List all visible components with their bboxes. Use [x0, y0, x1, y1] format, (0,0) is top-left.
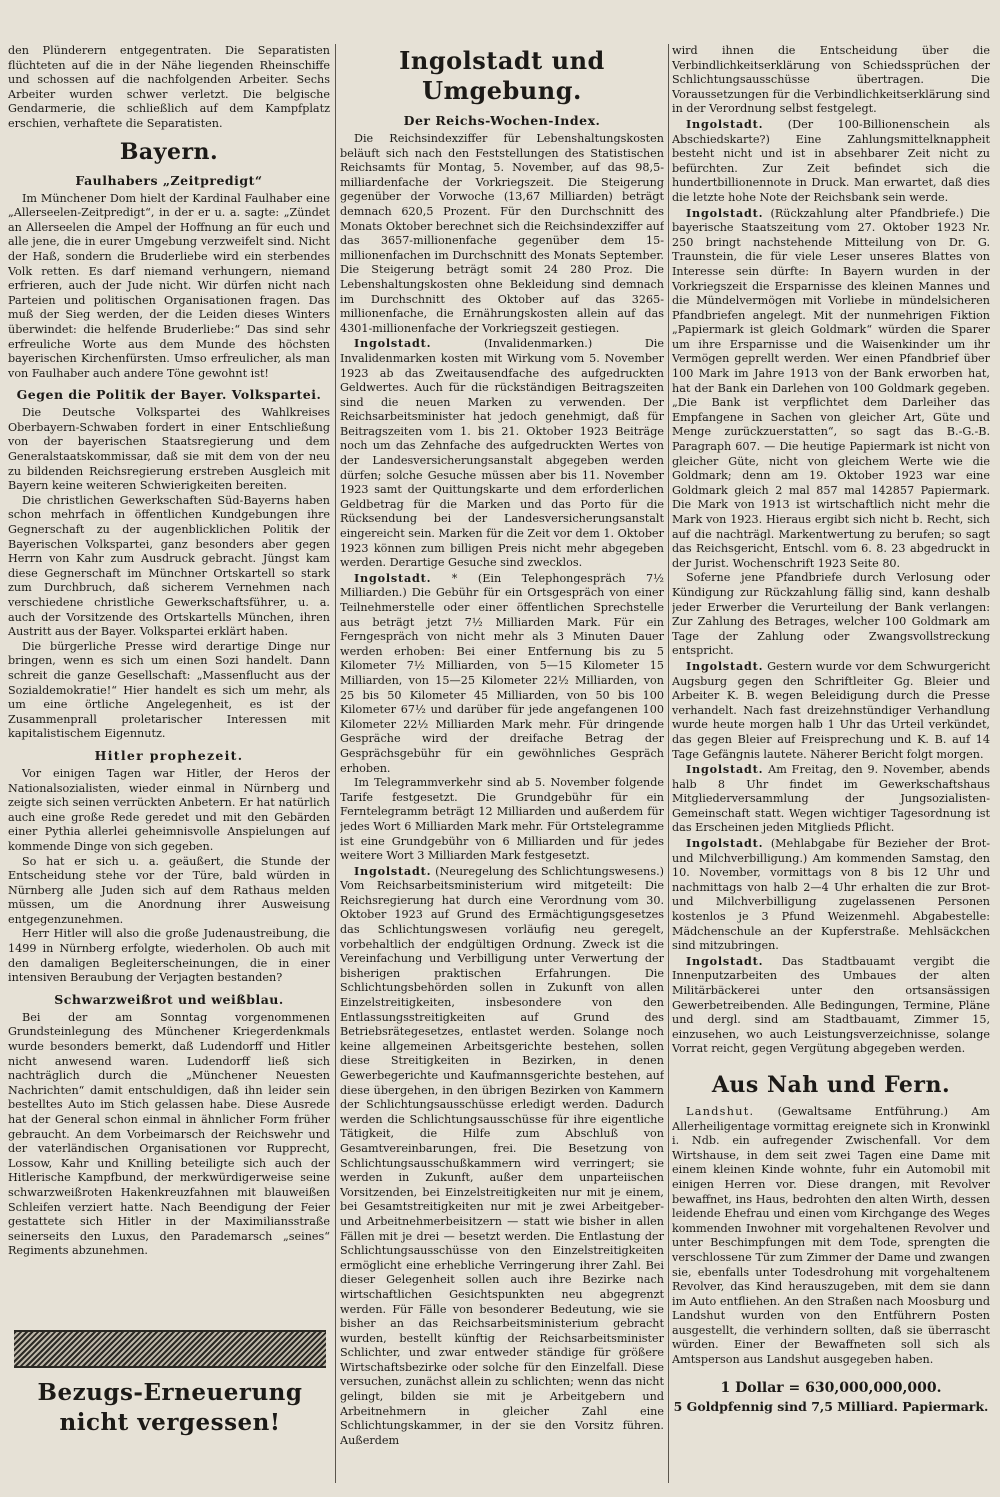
column-rule — [668, 44, 669, 1483]
subscription-reminder — [14, 1330, 326, 1480]
dateline: Ingolstadt. — [686, 762, 764, 777]
intro-paragraph: den Plünderern entgegentraten. Die Separatisten flüchteten auf die in der Nähe liegenden Rheinschiffe und schossen auf die nachfolgenden Arbeiter. Sechs Arbeiter wurden schwer verletzt. Die belgische Gendarmerie, die schließlich auf dem Kampfplatz erschien, verhaftete die Separatisten. — [8, 44, 330, 130]
article-text: Gestern wurde vor dem Schwurgericht Augsburg gegen den Schriftleiter Gg. Bleier und Arbeiter K. B. wegen Beleidigung durch die Presse verhandelt. Nach fast dreizehnstündiger Verhandlung wurde heute morgen halb 1 Uhr das Urteil verkündet, das gegen Bleier auf Freisprechung und K. B. auf 14 Tage Gefängnis lautete. Näherer Bericht folgt morgen. — [672, 659, 990, 761]
article-text: (Invalidenmarken.) Die Invalidenmarken kosten mit Wirkung vom 5. November 1923 ab das Zweitausendfache des aufgedruckten Geldwertes. Auch für die rückständigen Beitragszeiten sind die neuen Marken zu verwenden. Der Reichsarbeitsminister hat jedoch genehmigt, daß für Beitragszeiten vom 1. bis 21. Oktober 1923 Beiträge noch um das Zehnfache des aufgedruckten Wertes von der Landesversicherungsanstalt abgegeben werden dürfen; solche Gesuche müssen aber bis 11. November 1923 samt der Quittungskarte und dem erforderlichen Geldbetrag für die Marken und das Porto für die Rücksendung bei der Landesversicherungsanstalt eingereicht sein. Marken für die Zeit vor dem 1. Oktober 1923 können zum billigen Preis nicht mehr abgegeben werden. Derartige Gesuche sind zwecklos. — [340, 337, 664, 570]
article-text: Am Freitag, den 9. November, abends halb 8 Uhr findet im Gewerkschaftshaus Mitgliederversammlung der Jungsozialisten-Gemeinschaft statt. Wegen wichtiger Tagesordnung ist das Erscheinen jeden Mitglieds Pflicht. — [672, 763, 990, 835]
headline-schwarzweissrot: Schwarzweißrot und weißblau. — [54, 991, 284, 1007]
dateline: Ingolstadt. — [686, 953, 764, 968]
article-text: (Rückzahlung alter Pfandbriefe.) Die bayerische Staatszeitung vom 27. Oktober 1923 Nr. 250 bringt nachstehende Mitteilung von Dr. G. Traunstein, die für viele Leser unseres Blattes von Interesse sein dürfte: In Bayern wurden in der Vorkriegszeit die Ersparnisse des kleinen Mannes und die Mündelvermögen mit Vorliebe in mündelsicheren Pfandbriefen angelegt. Mit der nunmehrigen Fiktion „Papiermark ist gleich Goldmark“ würden die Sparer um ihre Ersparnisse und die Waisenkinder um ihr Vermögen geprellt werden. Wer einen Pfandbrief über 100 Mark im Jahre 1913 von der Bank erworben hat, hat der Bank ein Darlehen von 100 Goldmark gegeben. „Die Bank ist verpflichtet dem Darleiher das Empfangene in Sachen von gleicher Art, Güte und Menge zurückzuerstatten“, so sagt das B.-G.-B. Paragraph 607. — Die heutige Papiermark ist nicht von gleicher Güte, nicht von gleichem Werte wie die Goldmark; denn am 19. Oktober 1923 war eine Goldmark gleich 2 mal 857 mal 142857 Papiermark. Die Mark von 1913 ist wirtschaftlich nicht mehr die Mark von 1923. Hieraus ergibt sich nicht b. Recht, sich auf die nachträgl. Markentwertung zu berufen; so sagt das Reichsgericht, Entschl. vom 6. 8. 23 abgedruckt in der Jurist. Wochenschrift 1923 Seite 80. — [672, 206, 990, 570]
goldpfennig-rate: 5 Goldpfennig sind 7,5 Milliard. Papiermark. — [673, 1398, 989, 1414]
article-versammlung — [672, 762, 990, 836]
article-schwarzweissrot: Bei der am Sonntag vorgenommenen Grundsteinlegung des Münchener Kriegerdenkmals wurde besonders bemerkt, daß Ludendorff und Hitler nicht anwesend waren. Ludendorff ließ sich nachträglich durch die „Münchener Neuesten Nachrichten“ damit entschuldigen, daß ihn leider sein bestelltes Auto im Stich gelassen habe. Diese Ausrede hat der General schon einmal in ähnlicher Form früher gebraucht. An dem Vorbeimarsch der Reichswehr und der vaterländischen Organisationen vor Rupprecht, Lossow, Kahr und Knilling beteiligte sich auch der Hitlerische Kampfbund, der merkwürdigerweise seine schwarzweißroten Hakenkreuzfahnen mit blauweißen Schleifen verziert hatte. Nach Beendigung der Feier gestattete sich Hitler in der Maximiliansstraße seinerseits den Luxus, den Parademarsch „seines“ Regiments abzunehmen. — [8, 1010, 330, 1258]
article-schlichtung — [340, 864, 664, 1449]
article-telephon — [340, 571, 664, 776]
dateline: Ingolstadt. — [354, 336, 432, 351]
article-text: Das Stadtbauamt vergibt die Innenputzarbeiten des Umbaues der alten Militärbäckerei unter den ortsansässigen Gewerbetreibenden. Alle Bedingungen, Termine, Pläne und dergl. sind am Stadtbauamt, Zimmer 15, einzusehen, wo auch Leistungsverzeichnisse, solange Vorrat reicht, gegen Vergütung abgegeben werden. — [672, 954, 990, 1056]
dateline: Ingolstadt. — [354, 863, 432, 878]
promo-line-1: Bezugs-Erneuerung — [37, 1379, 303, 1406]
article-politik-p2: Die christlichen Gewerkschaften Süd-Bayerns haben schon mehrfach in öffentlichen Kundgebungen ihre Gegnerschaft zu der augenblicklichen Politik der Bayerischen Volkspartei, ganz besonders aber gegen Herrn von Kahr zum Ausdruck gebracht. Jüngst kam diese Gegnerschaft im Münchner Ortskartell so stark zum Durchbruch, daß sicherem Vernehmen nach verschiedene christliche Gewerkschaftsführer, u. a. auch der Vorsitzende des Ortskartells München, ihren Austritt aus der Bayer. Volkspartei erklärt haben. — [8, 493, 330, 639]
article-text: (Mehlabgabe für Bezieher der Brot- und Milchverbilligung.) Am kommenden Samstag, den 10. November, vormittags von 8 bis 12 Uhr und nachmittags von halb 2—4 Uhr erhalten die zur Brot- und Milchverbilligung zugelassenen Personen kostenlos je 3 Pfund Weizenmehl. Abgabestelle: Mädchenschule an der Kupferstraße. Mehlsäckchen sind mitzubringen. — [672, 837, 990, 953]
article-index: Die Reichsindexziffer für Lebenshaltungskosten beläuft sich nach den Feststellungen des Statistischen Reichsamts für Montag, 5. November, auf das 98,5-milliardenfache der Vorkriegszeit. Die Steigerung gegenüber der Vorwoche (13,67 Milliarden) beträgt demnach 620,5 Prozent. Für den Durchschnitt des Monats Oktober berechnet sich die Reichsindexziffer auf das 3657-millionenfache gegenüber dem 15-millionenfachen im Durchschnitt des Monats September. Die Steigerung beträgt somit 24 280 Proz. Die Lebenshaltungskosten ohne Bekleidung sind demnach im Durchschnitt des Oktober auf das 3265-millionenfache, die Ernährungskosten allein auf das 4301-millionenfache der Vorkriegszeit gestiegen. — [340, 132, 664, 335]
article-politik-p1: Die Deutsche Volkspartei des Wahlkreises Oberbayern-Schwaben fordert in einer Entschließung von der bayerischen Staatsregierung und dem Generalstaatskommissar, daß sie mit dem von der neu zu bildenden Reichsregierung erstreben Ausgleich mit Bayern keine weiteren Schwierigkeiten bereiten. — [8, 406, 330, 493]
dateline: Ingolstadt. — [354, 570, 432, 585]
decorative-stripes — [14, 1330, 326, 1368]
headline-faulhaber: Faulhabers „Zeitpredigt“ — [75, 172, 263, 188]
column-rule — [335, 44, 336, 1483]
article-landshut — [672, 1105, 990, 1368]
article-telegramm: Im Telegrammverkehr sind ab 5. November folgende Tarife festgesetzt. Die Grundgebühr für ein Ferntelegramm beträgt 12 Milliarden und außerdem für jedes Wort 6 Milliarden Mark mehr. Für Ortstelegramme ist eine Grundgebühr von 6 Milliarden und für jedes weitere Wort 3 Milliarden Mark festgesetzt. — [340, 776, 664, 863]
section-title-ingolstadt: Ingolstadt und Umgebung. — [399, 46, 605, 105]
dateline: Ingolstadt. — [686, 836, 764, 851]
article-schwurgericht — [672, 659, 990, 762]
headline-hitler: Hitler prophezeit. — [94, 747, 244, 763]
headline-index: Der Reichs-Wochen-Index. — [403, 113, 601, 128]
article-pfandbriefe — [672, 206, 990, 572]
dateline: Ingolstadt. — [686, 116, 764, 131]
article-text: * (Ein Telephongespräch 7½ Milliarden.) Die Gebühr für ein Ortsgespräch von einer Teilnehmerstelle oder einer öffentlichen Sprechstelle aus beträgt jetzt 7½ Milliarden Mark. Für ein Ferngespräch von nicht mehr als 3 Minuten Dauer werden erhoben: Bei einer Entfernung bis zu 5 Kilometer 7½ Milliarden, von 5—15 Kilometer 15 Milliarden, von 15—25 Kilometer 22½ Milliarden, von 25 bis 50 Kilometer 45 Milliarden, von 50 bis 100 Kilometer 67½ und darüber für jede angefangenen 100 Kilometer 22½ Milliarden Mark mehr. Für dringende Gespräche wird der dreifache Betrag der Gesprächsgebühr für ein gewöhnliches Gespräch erhoben. — [340, 571, 664, 775]
article-pfandbriefe-2: Soferne jene Pfandbriefe durch Verlosung oder Kündigung zur Rückzahlung fällig sind, kann deshalb jeder Erwerber die Verurteilung der Bank verlangen: Zur Zahlung des Betrages, welcher 100 Goldmark am Tage der Zahlung oder Zwangsvollstreckung entspricht. — [672, 571, 990, 658]
article-continuation: wird ihnen die Entscheidung über die Verbindlichkeitserklärung von Schiedssprüchen der Schlichtungsausschüsse übertragen. Die Voraussetzungen für die Verbindlichkeitserklärung sind in der Verordnung selbst festgelegt. — [672, 44, 990, 116]
dateline: Ingolstadt. — [686, 205, 764, 220]
column-right — [672, 44, 990, 1489]
article-invaliden — [340, 336, 664, 571]
headline-politik: Gegen die Politik der Bayer. Volkspartei. — [16, 387, 322, 403]
article-text: (Der 100-Billionenschein als Abschiedskarte?) Eine Zahlungsmittelknappheit besteht nicht und ist in absehbarer Zeit nicht zu befürchten. Zur Zeit befindet sich die hundertbillionennote in Druck. Man erwartet, daß dies die letzte hohe Note der Reichsbank sein werde. — [672, 117, 990, 204]
promo-line-2: nicht vergessen! — [59, 1409, 281, 1436]
article-hitler-p2: So hat er sich u. a. geäußert, die Stunde der Entscheidung stehe vor der Türe, bald würden in Nürnberg alle Juden sich auf dem Rathaus melden müssen, um die Anordnung ihrer Ausweisung entgegenzunehmen. — [8, 854, 330, 926]
article-text: (Gewaltsame Entführung.) Am Allerheiligentage vormittag ereignete sich in Kronwinkl i. Ndb. ein aufregender Zwischenfall. Vor dem Wirtshause, in dem seit zwei Tagen eine Dame mit einem kleinen Kinde wohnte, fuhr ein Automobil mit einigen Herren vor. Diese drangen, mit Revolver bewaffnet, ins Haus, bedrohten den alten Wirth, dessen leidende Ehefrau und einen vom Kirchgange des Weges kommenden Inwohner mit vorgehaltenen Revolver und unter Beschimpfungen mit dem Tode, sprengten die verschlossene Tür zum Zimmer der Dame und zwangen sie, ebenfalls unter Todesdrohung mit vorgehaltenem Revolver, das Kind herauszugeben, mit dem sie dann im Auto entfliehen. An den Straßen nach Moosburg und Landshut wurden von den Entführern Posten ausgestellt, die verhindern sollten, daß sie überrascht würden. Einer der Bewaffneten soll sich als Amtsperson aus Landshut ausgegeben haben. — [672, 1104, 990, 1367]
article-text: (Neuregelung des Schlichtungswesens.) Vom Reichsarbeitsministerium wird mitgeteilt: Die Reichsregierung hat durch eine Verordnung vom 30. Oktober 1923 auf Grund des Ermächtigungsgesetzes das Schlichtungswesen vorläufig neu geregelt, vorbehaltlich der endgültigen Ordnung. Zweck ist die Vereinfachung und Verbilligung unter Verwertung der bisherigen praktischen Erfahrungen. Die Schlichtungsbehörden sollen in Zukunft von allen Einzelstreitigkeiten, insbesondere von den Entlassungsstreitigkeiten auf Grund des Betriebsrätegesetzes, entlastet werden. Solange noch keine allgemeinen Arbeitsgerichte bestehen, sollen diese Streitigkeiten in Bezirken, in denen Gewerbegerichte und Kaufmannsgerichte bestehen, auf diese übergehen, in den übrigen Bezirken von Kammern der Schlichtungsausschüsse erledigt werden. Dadurch werden die Schlichtungsausschüsse für ihre eigentliche Tätigkeit, die Hilfe zum Abschluß von Gesamtvereinbarungen, frei. Die Besetzung von Schlichtungsausschußkammern wird verringert; sie werden in Zukunft, außer dem unparteiischen Vorsitzenden, bei Einzelstreitigkeiten nur mit je einem, bei Gesamtstreitigkeiten nur mit je zwei Arbeitgeber- und Arbeitnehmerbeisitzern — statt wie bisher in allen Fällen mit je drei — besetzt werden. Die Entlastung der Schlichtungsausschüsse von den Einzelstreitigkeiten ermöglicht eine erhebliche Verringerung ihrer Zahl. Bei dieser Gelegenheit sollen auch ihre Bezirke nach wirtschaftlichen Gesichtspunkten neu abgegrenzt werden. Für Fälle von besonderer Bedeutung, wie sie bisher an das Reichsarbeitsministerium gebracht wurden, bestellt künftig der Reichsarbeitsminister Schlichter, und zwar entweder ständige für größere Wirtschaftsbezirke oder solche für den Einzelfall. Diese versuchen, zunächst allein zu schlichten; wenn das nicht gelingt, bilden sie mit je Arbeitgebern und Arbeitnehmern in gleicher Zahl eine Schlichtungskammer, in der sie den Vorsitz führen. Außerdem — [340, 864, 664, 1447]
column-left — [8, 44, 330, 1364]
section-title-nah-fern: Aus Nah und Fern. — [711, 1071, 951, 1098]
article-faulhaber: Im Münchener Dom hielt der Kardinal Faulhaber eine „Allerseelen-Zeitpredigt“, in der er u. a. sagte: „Zündet an Allerseelen die Ampel der Hoffnung an für euch und alle jene, die in eurer Umgebung verzweifelt sind. Nicht der Haß, sondern die Bruderliebe wird ein sterbendes Volk retten. Es darf niemand verhungern, niemand erfrieren, auch der Jude nicht. Wir dürfen nicht nach Parteien und politischen Organisationen fragen. Das muß der Sieg werden, der die Leiden dieses Winters überwindet: die helfende Bruderliebe:“ Das sind sehr erfreuliche Worte aus dem Munde des höchsten bayerischen Kirchenfürsten. Umso erfreulicher, als man von Faulhaber auch andere Töne gewohnt ist! — [8, 191, 330, 380]
dollar-rate: 1 Dollar = 630,000,000,000. — [720, 1379, 942, 1396]
article-politik-p3: Die bürgerliche Presse wird derartige Dinge nur bringen, wenn es sich um einen Sozi handelt. Dann schreit die ganze Gesellschaft: „Massenflucht aus der Sozialdemokratie!“ Hier handelt es sich um mehr, als um eine örtliche Angelegenheit, es ist der Zusammenprall proletarischer Interessen mit kapitalistischem Eigennutz. — [8, 639, 330, 741]
article-hitler-p3: Herr Hitler will also die große Judenaustreibung, die 1499 in Nürnberg erfolgte, wiederholen. Ob auch mit den damaligen Begleiterscheinungen, die in einer intensiven Beraubung der Verjagten bestanden? — [8, 927, 330, 985]
article-billionenschein — [672, 117, 990, 206]
section-title-bayern: Bayern. — [119, 138, 219, 165]
article-hitler-p1: Vor einigen Tagen war Hitler, der Heros der Nationalsozialisten, wieder einmal in Nürnberg und zeigte sich seinen verrückten Anbetern. Er hat natürlich auch eine große Rede geredet und mit den Gebärden einer Pythia allerlei geheimnisvolle Anspielungen auf kommende Dinge von sich gegeben. — [8, 766, 330, 853]
article-stadtbauamt — [672, 954, 990, 1057]
column-middle — [340, 46, 664, 1491]
article-mehlabgabe — [672, 836, 990, 954]
dateline: Landshut. — [686, 1104, 755, 1118]
dateline: Ingolstadt. — [686, 658, 764, 673]
